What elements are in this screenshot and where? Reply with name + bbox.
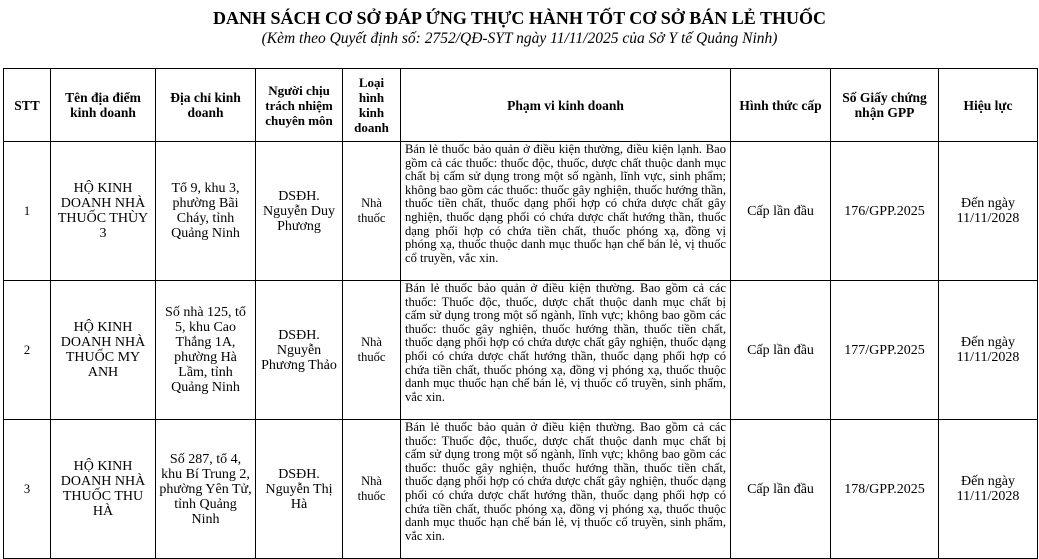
cell-address: Số 287, tổ 4, khu Bí Trung 2, phường Yên Tử, tỉnh Quảng Ninh: [156, 420, 256, 559]
header-row: [4, 69, 1038, 142]
header-issue: Hình thức cấp: [731, 69, 831, 142]
cell-validity: Đến ngày 11/11/2028: [939, 281, 1038, 420]
cell-scope: Bán lẻ thuốc bảo quản ở điều kiện thường. Bao gồm cả các thuốc: Thuốc độc, thuốc, dược chất thuộc danh mục chất bị cấm sử dụng trong một số ngành, lĩnh vực; không bao gồm các thuốc: thuốc gây nghiện, thuốc hướng thần, thuốc tiền chất, thuốc dạng phối hợp có chứa dược chất gây nghiện, thuốc dạng phối có chứa dược chất hướng thần, thuốc dạng phối hợp có chứa tiền chất, thuốc phóng xạ, đồng vị phóng xạ, thuốc thuộc danh mục thuốc hạn chế bán lẻ, vị thuốc cổ truyền, sinh phẩm, vắc xin.: [401, 420, 731, 559]
header-scope: Phạm vi kinh doanh: [401, 69, 731, 142]
document-subtitle: (Kèm theo Quyết định số: 2752/QĐ-SYT ngày 11/11/2025 của Sở Y tế Quảng Ninh): [261, 30, 778, 47]
cell-type: Nhà thuốc: [343, 142, 401, 281]
cell-issue: Cấp lần đầu: [731, 142, 831, 281]
header-validity: Hiệu lực: [939, 69, 1038, 142]
table-row: [4, 420, 1038, 559]
cell-stt: 2: [4, 281, 51, 420]
cell-gpp: 176/GPP.2025: [831, 142, 939, 281]
cell-stt: 3: [4, 420, 51, 559]
cell-type: Nhà thuốc: [343, 281, 401, 420]
header-stt: STT: [4, 69, 51, 142]
cell-issue: Cấp lần đầu: [731, 420, 831, 559]
pharmacy-table: [3, 68, 1038, 559]
table-row: [4, 281, 1038, 420]
header-gpp: Số Giấy chứng nhận GPP: [831, 69, 939, 142]
header-name: Tên địa điểm kinh doanh: [51, 69, 156, 142]
cell-person: DSĐH. Nguyễn Duy Phương: [256, 142, 343, 281]
cell-gpp: 178/GPP.2025: [831, 420, 939, 559]
header-person: Người chịu trách nhiệm chuyên môn: [256, 69, 343, 142]
cell-validity: Đến ngày 11/11/2028: [939, 142, 1038, 281]
cell-issue: Cấp lần đầu: [731, 281, 831, 420]
cell-validity: Đến ngày 11/11/2028: [939, 420, 1038, 559]
cell-stt: 1: [4, 142, 51, 281]
cell-name: HỘ KINH DOANH NHÀ THUỐC THU HÀ: [51, 420, 156, 559]
document-title: DANH SÁCH CƠ SỞ ĐÁP ỨNG THỰC HÀNH TỐT CƠ SỞ BÁN LẺ THUỐC: [213, 8, 826, 28]
cell-person: DSĐH. Nguyễn Phương Thảo: [256, 281, 343, 420]
cell-person: DSĐH. Nguyễn Thị Hà: [256, 420, 343, 559]
cell-scope: Bán lẻ thuốc bảo quản ở điều kiện thường, điều kiện lạnh. Bao gồm cả các thuốc: thuốc độc, thuốc, dược chất thuộc danh mục chất bị cấm sử dụng trong một số ngành, lĩnh vực, sinh phẩm; không bao gồm các thuốc: thuốc gây nghiện, thuốc hướng thần, thuốc tiền chất, thuốc dạng phối hợp có chứa dược chất gây nghiện, thuốc dạng phối có chứa dược chất hướng thần, thuốc dạng phối hợp có chứa tiền chất, thuốc phóng xạ, đồng vị phóng xạ, thuốc thuộc danh mục thuốc hạn chế bán lẻ, vị thuốc cổ truyền, vắc xin.: [401, 142, 731, 281]
cell-address: Số nhà 125, tổ 5, khu Cao Thắng 1A, phường Hà Lầm, tỉnh Quảng Ninh: [156, 281, 256, 420]
table-row: [4, 142, 1038, 281]
cell-name: HỘ KINH DOANH NHÀ THUỐC THÙY 3: [51, 142, 156, 281]
cell-address: Tổ 9, khu 3, phường Bãi Cháy, tỉnh Quảng Ninh: [156, 142, 256, 281]
cell-gpp: 177/GPP.2025: [831, 281, 939, 420]
cell-scope: Bán lẻ thuốc bảo quản ở điều kiện thường. Bao gồm cả các thuốc: Thuốc độc, thuốc, dược chất thuộc danh mục chất bị cấm sử dụng trong một số ngành, lĩnh vực; không bao gồm các thuốc: thuốc gây nghiện, thuốc hướng thần, thuốc tiền chất, thuốc dạng phối hợp có chứa dược chất gây nghiện, thuốc dạng phối có chứa dược chất hướng thần, thuốc dạng phối hợp có chứa tiền chất, thuốc phóng xạ, đồng vị phóng xạ, thuốc thuộc danh mục thuốc hạn chế bán lẻ, vị thuốc cổ truyền, sinh phẩm, vắc xin.: [401, 281, 731, 420]
header-address: Địa chỉ kinh doanh: [156, 69, 256, 142]
cell-name: HỘ KINH DOANH NHÀ THUỐC MY ANH: [51, 281, 156, 420]
cell-type: Nhà thuốc: [343, 420, 401, 559]
header-type: Loại hình kinh doanh: [343, 69, 401, 142]
